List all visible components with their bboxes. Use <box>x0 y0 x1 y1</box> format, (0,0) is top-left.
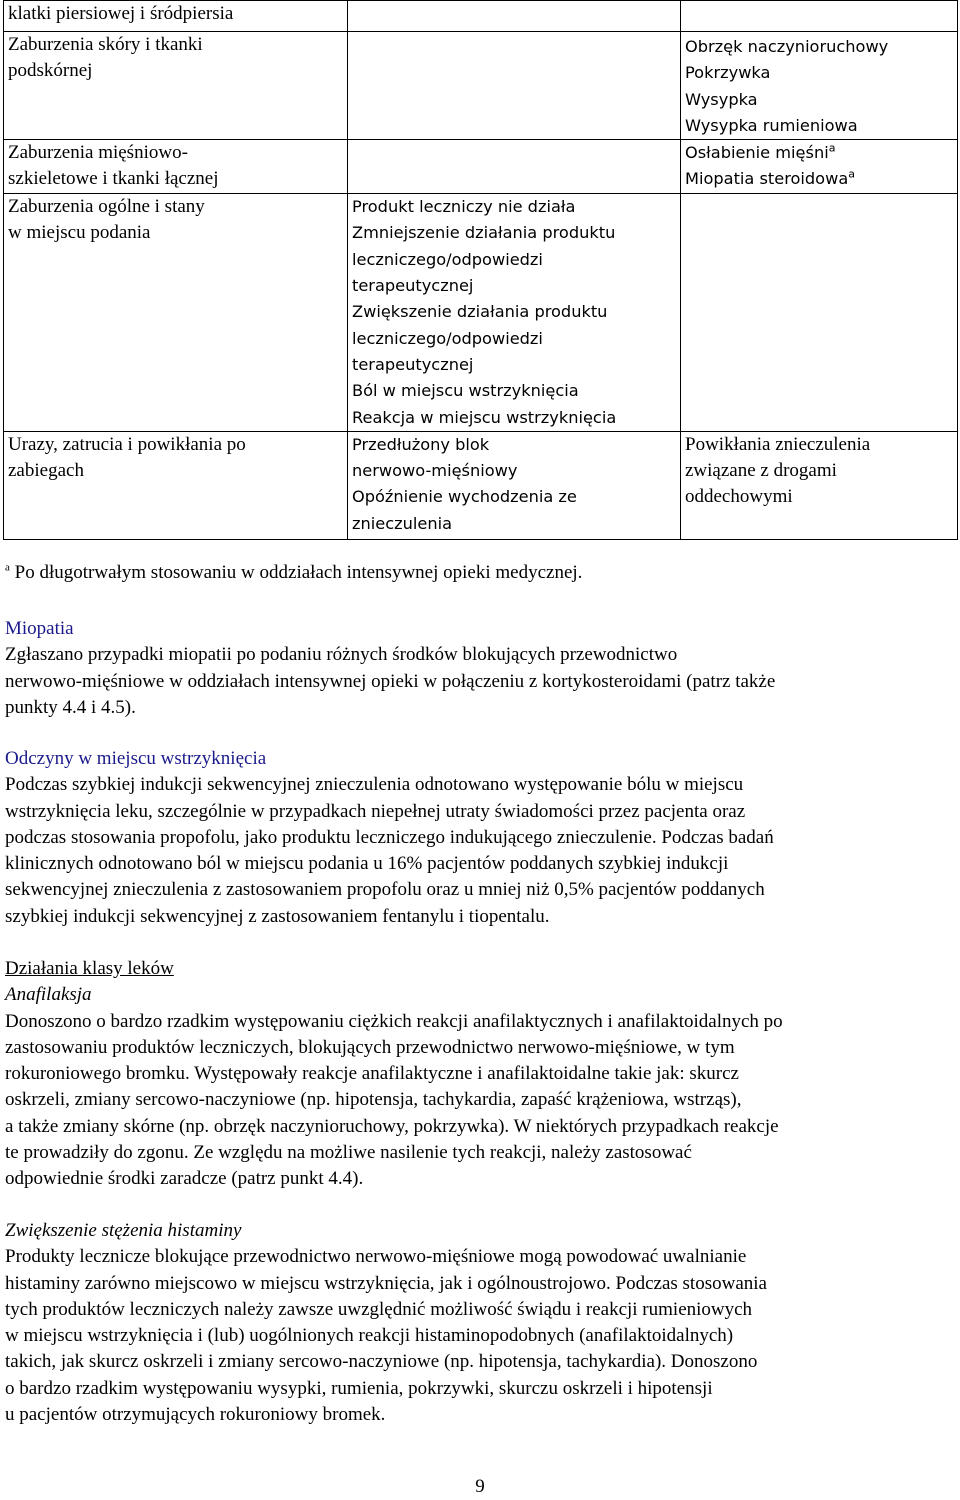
paragraph-line: Zgłaszano przypadki miopatii po podaniu różnych środków blokujących przewodnictwo <box>5 644 678 666</box>
page-number: 9 <box>475 1476 485 1497</box>
paragraph-line: wstrzyknięcia leku, szczególnie w przypadkach niepełnej utraty świadomości przez pacjenta oraz <box>5 800 746 822</box>
table-row <box>4 140 958 194</box>
cell-line: Zaburzenia skóry i tkanki <box>8 34 203 55</box>
paragraph-line: nerwowo-mięśniowe w oddziałach intensywnej opieki w połączeniu z kortykosteroidami (patrz także <box>5 670 776 692</box>
cell-line: terapeutycznej <box>352 276 474 296</box>
cell-line: Powikłania znieczulenia <box>685 433 871 455</box>
paragraph-line: klinicznych odnotowano ból w miejscu podania u 16% pacjentów poddanych szybkiej indukcji <box>5 853 729 875</box>
footnote-marker: a <box>5 561 10 574</box>
section-class-effects <box>5 956 950 1193</box>
paragraph-line: a także zmiany skórne (np. obrzęk naczynioruchowy, pokrzywka). W niektórych przypadkach reakcje <box>5 1115 779 1137</box>
section-heading: Działania klasy leków <box>5 958 174 979</box>
cell-line: szkieletowe i tkanki łącznej <box>8 168 219 190</box>
cell-line: w miejscu podania <box>8 222 151 244</box>
cell-line-text: Osłabienie mięśni <box>685 143 829 163</box>
cell-line: Zaburzenia ogólne i stany <box>8 196 205 218</box>
system-organ-class-cell <box>4 32 348 140</box>
section-histamine <box>5 1218 950 1428</box>
section-heading: Zwiększenie stężenia histaminy <box>5 1220 242 1241</box>
cell-line: leczniczego/odpowiedzi <box>352 328 543 348</box>
adverse-reactions-table <box>3 0 958 540</box>
paragraph-line: rokuroniowego bromku. Występowały reakcje anafilaktyczne i anafilaktoidalne takie jak: skurcz <box>5 1063 739 1085</box>
paragraph-line: Produkty lecznicze blokujące przewodnictwo nerwowo-mięśniowe mogą powodować uwalnianie <box>5 1246 747 1268</box>
section-subheading: Anafilaksja <box>5 984 92 1006</box>
cell-line: nerwowo-mięśniowy <box>352 461 518 481</box>
uncommon-reactions-cell <box>348 140 681 194</box>
paragraph-line: odpowiednie środki zaradcze (patrz punkt 4.4). <box>5 1168 364 1190</box>
paragraph-line: oskrzeli, zmiany sercowo-naczyniowe (np. hipotensja, tachykardia, zapaść krążeniowa, wstrząs), <box>5 1089 742 1111</box>
cell-line <box>685 140 953 166</box>
table-row <box>4 32 958 140</box>
paragraph-line: szybkiej indukcji sekwencyjnej z zastosowaniem fentanylu i tiopentalu. <box>5 905 550 927</box>
cell-line: terapeutycznej <box>352 354 474 374</box>
uncommon-reactions-cell <box>348 194 681 432</box>
paragraph-line: sekwencyjnej znieczulenia z zastosowaniem propofolu oraz u mniej niż 0,5% pacjentów poddanych <box>5 879 765 901</box>
cell-line <box>685 166 953 192</box>
footnote-marker: a <box>848 168 856 182</box>
cell-line: oddechowymi <box>685 486 793 508</box>
cell-line: Obrzęk naczynioruchowy <box>685 37 889 56</box>
section-heading: Miopatia <box>5 618 74 639</box>
paragraph-line: u pacjentów otrzymujących rokuroniowy bromek. <box>5 1404 386 1426</box>
paragraph-line: Podczas szybkiej indukcji sekwencyjnej znieczulenia odnotowano występowanie bólu w miejscu <box>5 774 744 796</box>
cell-line: zabiegach <box>8 460 84 482</box>
cell-line: związane z drogami <box>685 460 837 482</box>
table-row <box>4 431 958 539</box>
cell-line: Zmniejszenie działania produktu <box>352 223 616 243</box>
cell-line: Wysypka rumieniowa <box>685 115 858 135</box>
system-organ-class-cell <box>4 1 348 32</box>
unknown-frequency-cell <box>681 1 958 32</box>
unknown-frequency-cell <box>681 32 958 140</box>
uncommon-reactions-cell <box>348 431 681 539</box>
table-row <box>4 194 958 432</box>
section-injection-site <box>5 746 950 930</box>
paragraph-line: tych produktów leczniczych należy zawsze uwzględnić możliwość świądu i reakcji rumieniowych <box>5 1298 753 1320</box>
footnote-marker: a <box>828 141 836 155</box>
paragraph-line: te prowadziły do zgonu. Ze względu na możliwe nasilenie tych reakcji, należy zastosować <box>5 1142 692 1164</box>
footnote-text: Po długotrwałym stosowaniu w oddziałach intensywnej opieki medycznej. <box>9 562 583 583</box>
cell-line-text: Miopatia steroidowa <box>685 169 849 189</box>
uncommon-reactions-cell <box>348 1 681 32</box>
cell-line: podskórnej <box>8 60 93 82</box>
paragraph-line: o bardzo rzadkim występowaniu wysypki, rumienia, pokrzywki, skurczu oskrzeli i hipotensji <box>5 1377 713 1399</box>
cell-line: Pokrzywka <box>685 63 771 83</box>
cell-line: klatki piersiowej i śródpiersia <box>8 3 234 24</box>
paragraph-line: takich, jak skurcz oskrzeli i zmiany sercowo-naczyniowe (np. hipotensja, tachykardia). Donoszono <box>5 1351 758 1373</box>
cell-line: Przedłużony blok <box>352 434 490 454</box>
system-organ-class-cell <box>4 140 348 194</box>
cell-line: Produkt leczniczy nie działa <box>352 197 576 217</box>
cell-line: leczniczego/odpowiedzi <box>352 249 543 269</box>
cell-line: Ból w miejscu wstrzyknięcia <box>352 381 579 401</box>
paragraph-line: histaminy zarówno miejscowo w miejscu wstrzyknięcia, jak i ogólnoustrojowo. Podczas stosowania <box>5 1272 767 1294</box>
table-row <box>4 1 958 32</box>
paragraph-line: w miejscu wstrzyknięcia i (lub) uogólnionych reakcji histaminopodobnych (anafilaktoidalnych) <box>5 1325 734 1347</box>
system-organ-class-cell <box>4 194 348 432</box>
section-heading: Odczyny w miejscu wstrzyknięcia <box>5 748 267 769</box>
paragraph-line: podczas stosowania propofolu, jako produktu leczniczego indukującego znieczulenie. Podczas badań <box>5 826 774 848</box>
cell-line: Reakcja w miejscu wstrzyknięcia <box>352 407 617 427</box>
cell-line: Opóźnienie wychodzenia ze <box>352 487 577 507</box>
paragraph-line: zastosowaniu produktów leczniczych, blokujących przewodnictwo nerwowo-mięśniowe, w tym <box>5 1036 735 1058</box>
cell-line: Urazy, zatrucia i powikłania po <box>8 433 246 455</box>
unknown-frequency-cell <box>681 140 958 194</box>
cell-line: znieczulenia <box>352 513 453 533</box>
paragraph-line: punkty 4.4 i 4.5). <box>5 696 136 718</box>
cell-line: Wysypka <box>685 89 758 109</box>
cell-line: Zwiększenie działania produktu <box>352 302 608 322</box>
unknown-frequency-cell <box>681 431 958 539</box>
table-footnote <box>5 560 582 586</box>
system-organ-class-cell <box>4 431 348 539</box>
paragraph-line: Donoszono o bardzo rzadkim występowaniu ciężkich reakcji anafilaktycznych i anafilaktoidalnych po <box>5 1010 783 1032</box>
uncommon-reactions-cell <box>348 32 681 140</box>
unknown-frequency-cell <box>681 194 958 432</box>
section-miopatia <box>5 616 950 721</box>
cell-line: Zaburzenia mięśniowo- <box>8 142 188 164</box>
